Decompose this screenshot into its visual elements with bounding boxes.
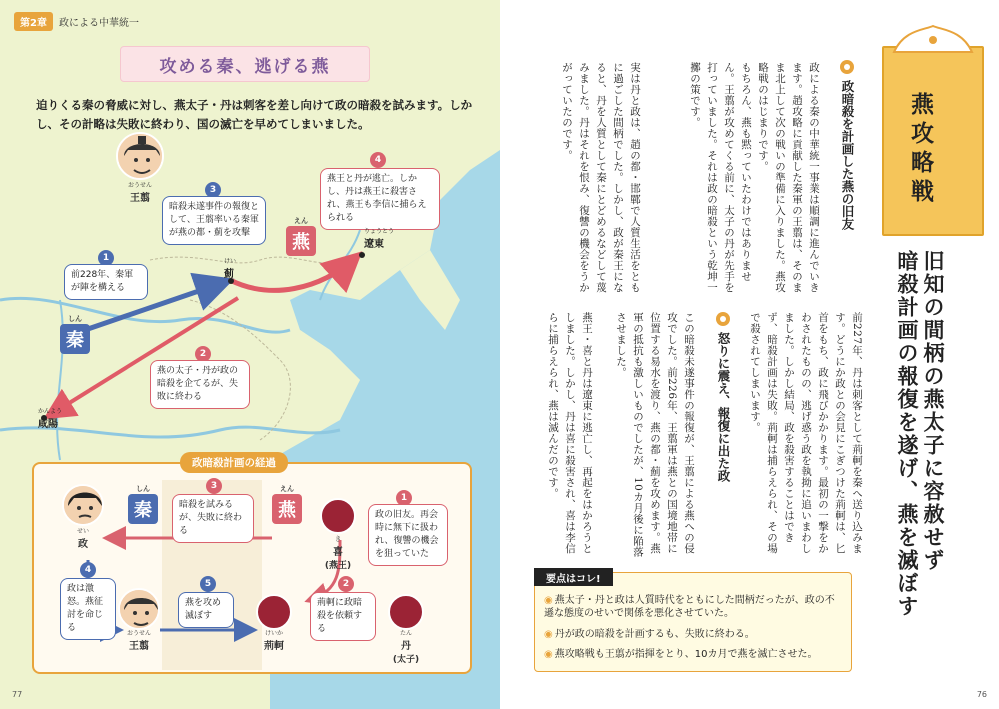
flow-qin-label: しん 秦 <box>128 494 158 524</box>
step-2-marker: 2 <box>195 346 211 362</box>
lead-text: 迫りくる秦の脅威に対し、燕太子・丹は刺客を差し向けて政の暗殺を試みます。しかし、その計略は失敗に終わり、国の滅亡を早めてしまいました。 <box>36 98 473 131</box>
key-points-heading: 要点はコレ! <box>534 568 613 586</box>
bubble-step-2: 燕の太子・丹が政の暗殺を企てるが、失敗に終わる <box>150 360 250 409</box>
key-point-3: ◉ 燕攻略戦も王翦が指揮をとり、10カ月で燕を滅亡させた。 <box>544 649 818 660</box>
place-xianyang: かんよう 咸陽 <box>38 408 63 430</box>
section-1-ornament-icon <box>840 60 854 74</box>
section-1-paragraph-1: 政による秦の中華統一事業は順調に進んでいきます。趙攻略に貢献した秦軍の王翦は、そのまま北上して次の戦いの準備に入りました。燕攻略戦のはじまりです。 <box>757 62 820 293</box>
section-2-paragraph-2: 燕王・喜と丹は遼東に逃亡し、再起をはかろうとしました。しかし、丹は喜に殺害され、喜は李信らに捕らえられ、燕は滅んだのです。 <box>547 312 593 554</box>
flow-step-4: 政は激怒。燕征討を命じる <box>60 578 116 640</box>
key-point-2: ◉ 丹が政の暗殺を計画するも、失敗に終わる。 <box>544 629 755 640</box>
dan-figure <box>388 594 424 630</box>
step-4-marker: 4 <box>370 152 386 168</box>
zheng-label: せい 政 <box>76 528 89 550</box>
section-1-paragraph-3: 実は丹と政は、趙の都・邯鄲で人質生活をともに過ごした間柄でした。しかし、政が秦王になると、丹を人質として秦にとどめるなどして蔑みました。丹はそれを恨み、復讐の機会をうかがっていたのです。 <box>561 62 641 293</box>
jingke-label: けいか 荊軻 <box>264 630 284 652</box>
flow-title: 政暗殺計画の経過 <box>180 452 288 473</box>
section-title: 攻める秦、逃げる燕 <box>120 46 370 82</box>
jingke-figure <box>256 594 292 630</box>
flow-step-3-marker: 3 <box>206 478 222 494</box>
wangjian-label: おうせん 王翦 <box>127 182 152 204</box>
key-point-1: ◉ 燕太子・丹と政は人質時代をともにした間柄だったが、政の不遜な態度のせいで関係を悪化させていた。 <box>544 595 835 619</box>
side-title: 燕攻略戦 <box>907 92 934 208</box>
map-yan-label: えん 燕 <box>286 226 316 256</box>
right-page <box>500 0 999 709</box>
chapter-name: 政による中華統一 <box>58 18 139 29</box>
flow-step-3: 暗殺を試みるが、失敗に終わる <box>172 494 254 543</box>
page-number-right: 76 <box>976 690 987 699</box>
flow-step-1: 政の旧友。再会時に無下に扱われ、復讐の機会を狙っていた <box>368 504 448 566</box>
bubble-step-1: 前228年、秦軍が陣を構える <box>64 264 148 300</box>
flow-step-5: 燕を攻め滅ぼす <box>178 592 234 628</box>
page-number-left: 77 <box>12 690 23 699</box>
xi-label: き 喜 (燕王) <box>324 536 352 571</box>
headline-line-1: 旧知の間柄の燕太子に容赦せず <box>921 250 945 572</box>
section-1-heading: 政暗殺を計画した燕の旧友 <box>840 80 855 230</box>
bullet-icon: ◉ <box>544 595 553 606</box>
section-1-paragraph-2: もちろん、燕も黙っていたわけではありません。王翦が攻めてくる前に、太子の丹が先手を打っていました。それは政の暗殺という乾坤一擲の策です。 <box>689 62 752 293</box>
step-1-marker: 1 <box>98 250 114 266</box>
flow-step-2: 荊軻に政暗殺を依頼する <box>310 592 376 641</box>
xi-figure <box>320 498 356 534</box>
flow-step-2-marker: 2 <box>338 576 354 592</box>
bullet-icon: ◉ <box>544 649 553 660</box>
flow-yan-label: えん 燕 <box>272 494 302 524</box>
section-2-heading: 怒りに震え、報復に出た政 <box>716 332 731 482</box>
bubble-step-3: 暗殺未遂事件の報復として、王翦率いる秦軍が燕の都・薊を攻撃 <box>162 196 266 245</box>
map-qin-label: しん 秦 <box>60 324 90 354</box>
dan-label: たん 丹 (太子) <box>392 630 420 665</box>
wangjian-flow-label: おうせん 王翦 <box>126 630 151 652</box>
wangjian-flow-portrait <box>118 588 160 630</box>
headline-line-2: 暗殺計画の報復を遂げ、燕を滅ぼす <box>895 250 919 618</box>
place-ji: けい 薊 <box>224 258 237 280</box>
flow-step-1-marker: 1 <box>396 490 412 506</box>
place-liaodong: りょうとう 遼東 <box>364 228 395 250</box>
chapter-number: 第2章 <box>14 12 53 31</box>
flow-step-5-marker: 5 <box>200 576 216 592</box>
section-1-paragraph-4: 前227年、丹は刺客として荊軻を秦へ送り込みます。どうにか政との会見にこぎつけた荊軻は、匕首をもち、政に飛びかかります。最初の一撃をかわされたものの、逃げ惑う政を執拗に追いまわしました。しかし結局、政を殺害することはできず、暗殺計画は失敗。荊軻は捕らえられ、その場で殺されてしまいます。 <box>749 312 863 554</box>
flow-step-4-marker: 4 <box>80 562 96 578</box>
section-2-ornament-icon <box>716 312 730 326</box>
section-2-paragraph-1: この暗殺未遂事件の報復が、王翦による燕への侵攻でした。前226年、王翦軍は燕との国境地帯に位置する易水を渡り、燕の都・薊を攻めます。燕軍の抵抗も激しいものでしたが、10カ月後に陥落させました。 <box>615 312 695 558</box>
crest-ornament-icon <box>884 24 982 54</box>
bullet-icon: ◉ <box>544 629 553 640</box>
step-3-marker: 3 <box>205 182 221 198</box>
bubble-step-4: 燕王と丹が逃亡。しかし、丹は燕王に殺害され、燕王も李信に捕らえられる <box>320 168 440 230</box>
zheng-portrait <box>62 484 104 526</box>
